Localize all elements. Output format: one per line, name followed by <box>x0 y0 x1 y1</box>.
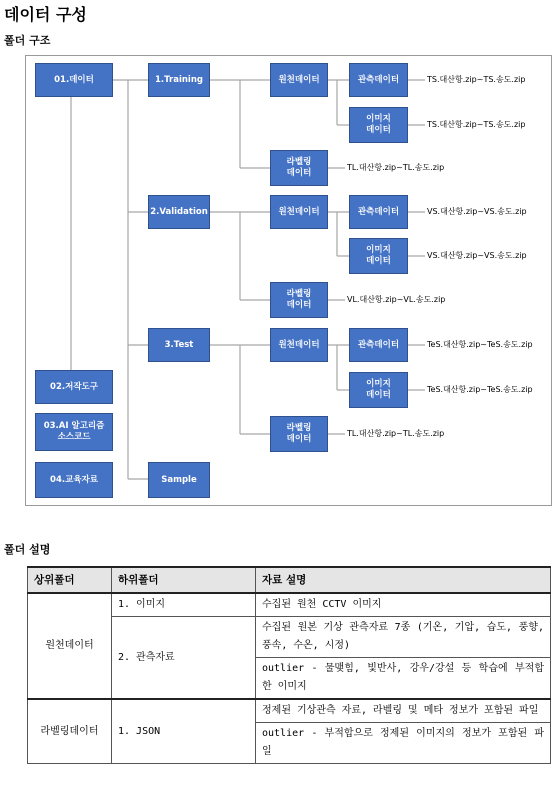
test-image-files: TeS.대산항.zip~TeS.송도.zip <box>427 385 533 394</box>
folder-01-data: 01.데이터 <box>35 63 113 97</box>
folder-structure-heading: 폴더 구조 <box>4 34 51 47</box>
validation-observation-data: 관측데이터 <box>349 195 408 229</box>
training-label-files: TL.대산항.zip~TL.송도.zip <box>347 163 445 172</box>
training-observation-data: 관측데이터 <box>349 63 408 97</box>
folder-validation: 2.Validation <box>148 195 210 229</box>
description-cell: 수집된 원본 기상 관측자료 7종 (기온, 기압, 습도, 풍향, 풍속, 수온, 시정) <box>256 617 551 658</box>
description-cell: 정제된 기상관측 자료, 라벨링 및 메타 정보가 포함된 파일 <box>256 699 551 723</box>
folder-description-table <box>27 566 551 764</box>
description-cell: 수집된 원천 CCTV 이미지 <box>256 593 551 617</box>
parent-folder-cell: 원천데이터 <box>28 593 112 699</box>
folder-04-education: 04.교육자료 <box>35 462 113 498</box>
folder-training: 1.Training <box>148 63 210 97</box>
description-cell: outlier - 물맺힘, 빛반사, 강우/강설 등 학습에 부적합한 이미지 <box>256 658 551 700</box>
description-cell: outlier - 부적합으로 정제된 이미지의 정보가 포함된 파일 <box>256 723 551 764</box>
validation-raw-data: 원천데이터 <box>270 195 328 229</box>
folder-test: 3.Test <box>148 328 210 362</box>
page-title: 데이터 구성 <box>4 5 87 24</box>
table-header-row <box>28 567 551 593</box>
column-header: 상위폴더 <box>28 567 112 593</box>
test-observation-files: TeS.대산항.zip~TeS.송도.zip <box>427 340 533 349</box>
validation-observation-files: VS.대산항.zip~VS.송도.zip <box>427 207 527 216</box>
folder-03-ai-source: 03.AI 알고리즘 소스코드 <box>35 413 113 451</box>
validation-image-files: VS.대산항.zip~VS.송도.zip <box>427 251 527 260</box>
column-header: 하위폴더 <box>112 567 256 593</box>
test-image-data: 이미지 데이터 <box>349 372 408 408</box>
training-raw-data: 원천데이터 <box>270 63 328 97</box>
training-label-data: 라벨링 데이터 <box>270 150 328 186</box>
training-image-data: 이미지 데이터 <box>349 107 408 143</box>
table-row <box>28 593 551 617</box>
parent-folder-cell: 라벨링데이터 <box>28 699 112 764</box>
column-header: 자료 설명 <box>256 567 551 593</box>
test-label-data: 라벨링 데이터 <box>270 416 328 452</box>
folder-02-authoring-tool: 02.저작도구 <box>35 370 113 404</box>
validation-label-files: VL.대산항.zip~VL.송도.zip <box>347 295 446 304</box>
subfolder-cell: 1. JSON <box>112 699 256 764</box>
subfolder-cell: 2. 관측자료 <box>112 617 256 700</box>
validation-image-data: 이미지 데이터 <box>349 238 408 274</box>
test-raw-data: 원천데이터 <box>270 328 328 362</box>
training-image-files: TS.대산항.zip~TS.송도.zip <box>427 120 526 129</box>
validation-label-data: 라벨링 데이터 <box>270 282 328 318</box>
folder-description-heading: 폴더 설명 <box>4 543 51 556</box>
table-row <box>28 699 551 723</box>
folder-sample: Sample <box>148 462 210 498</box>
test-label-files: TL.대산항.zip~TL.송도.zip <box>347 429 445 438</box>
subfolder-cell: 1. 이미지 <box>112 593 256 617</box>
training-observation-files: TS.대산항.zip~TS.송도.zip <box>427 75 526 84</box>
test-observation-data: 관측데이터 <box>349 328 408 362</box>
